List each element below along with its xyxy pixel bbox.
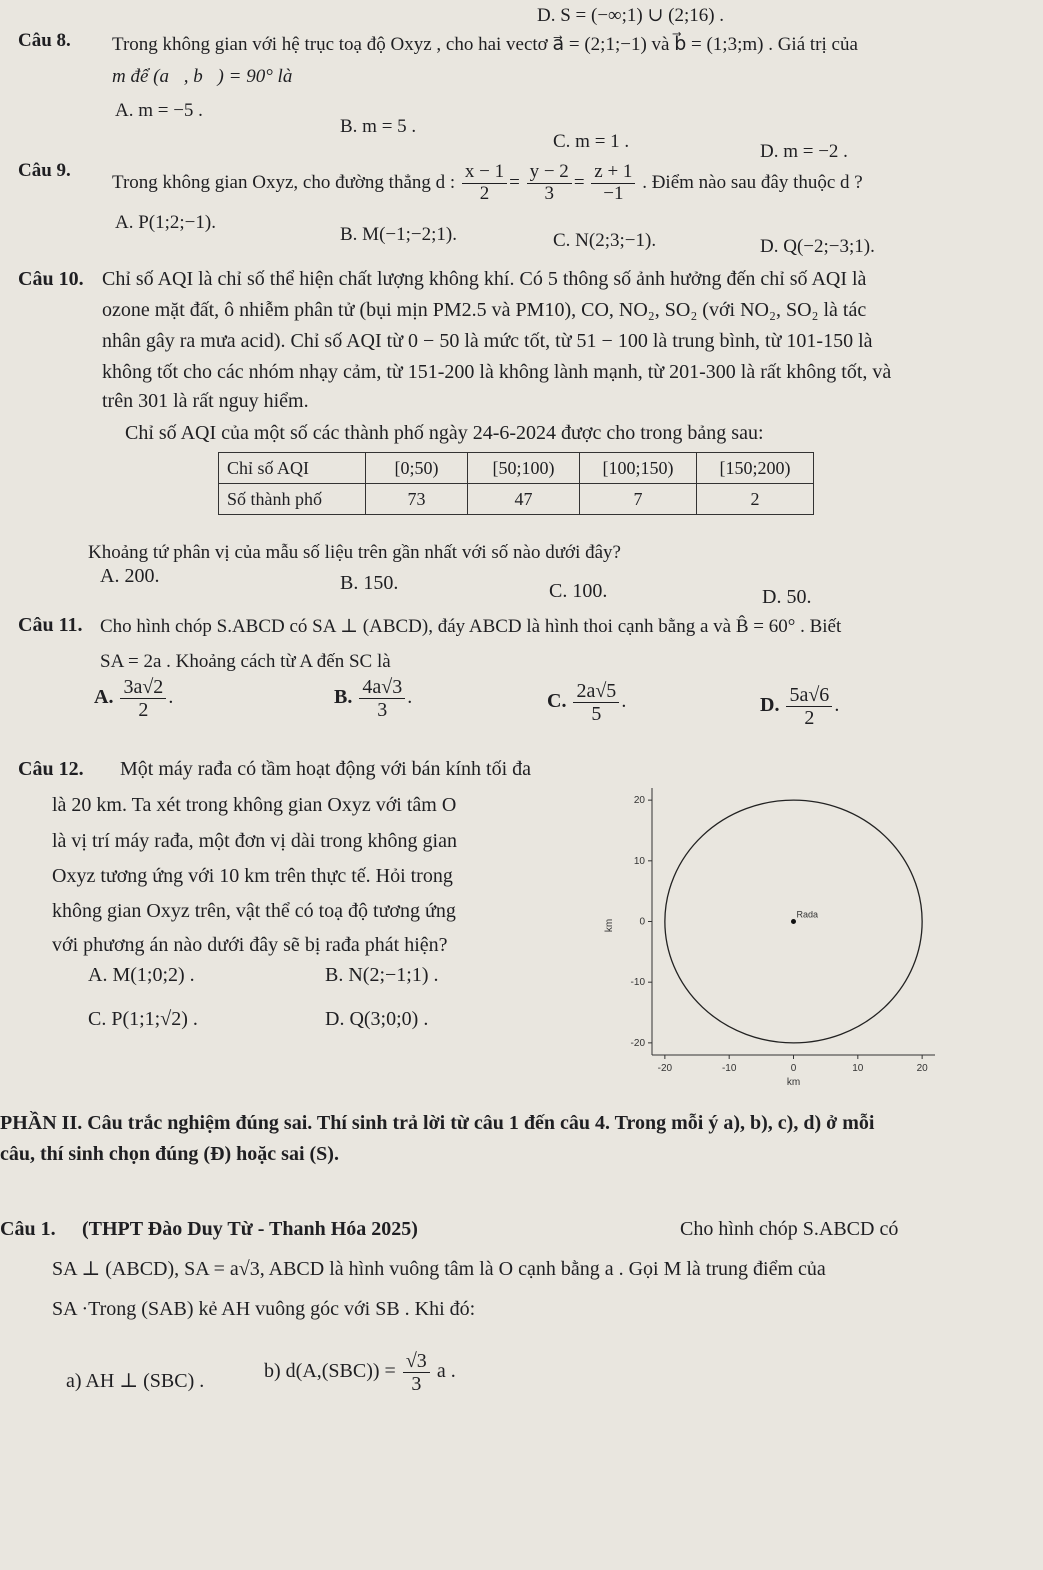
q10-line-3: nhân gây ra mưa acid). Chỉ số AQI từ 0 − 50 là mức tốt, từ 51 − 100 là trung bình, từ 101-150 là	[102, 330, 873, 352]
q10-option-a[interactable]: A. 200.	[100, 565, 160, 587]
q11-option-a[interactable]: A. $\frac{3a√2}{2}$ .	[94, 676, 174, 721]
q9-option-a[interactable]: A. P(1;2;−1).	[115, 212, 216, 233]
aqi-table-row-count	[219, 484, 814, 515]
q10-option-b[interactable]: B. 150.	[340, 572, 399, 594]
q10-line-4: không tốt cho các nhóm nhạy cảm, từ 151-200 là không lành mạnh, từ 201-300 là rất không tốt, và	[102, 361, 892, 383]
q9-f2-num: y − 2	[527, 162, 572, 184]
q12-option-d[interactable]: D. Q(3;0;0) .	[325, 1008, 429, 1030]
y-tick-label: 0	[639, 916, 645, 928]
q9-fraction-y	[527, 162, 572, 205]
p2-q1-source: (THPT Đào Duy Từ - Thanh Hóa 2025)	[82, 1218, 418, 1240]
q8-option-b[interactable]: B. m = 5 .	[340, 116, 417, 137]
q11-line-2: SA = 2a . Khoảng cách từ A đến SC là	[100, 651, 391, 672]
q11-option-d[interactable]: D. $\frac{5a√6}{2}$ .	[760, 684, 840, 729]
q9-fraction-z	[591, 162, 635, 205]
aqi-cell: 2	[697, 484, 814, 515]
q9-option-c[interactable]: C. N(2;3;−1).	[553, 230, 657, 251]
q11-line-1: Cho hình chóp S.ABCD có SA ⊥ (ABCD), đáy ABCD là hình thoi cạnh bằng a và B̂ = 60° . Biết	[100, 616, 842, 637]
q12-line-5: không gian Oxyz trên, vật thể có toạ độ tương ứng	[52, 900, 456, 922]
q12-line-4: Oxyz tương ứng với 10 km trên thực tế. Hỏi trong	[52, 865, 453, 887]
aqi-cell: 7	[580, 484, 697, 515]
aqi-cell: 73	[366, 484, 468, 515]
q11-d-num: 5a√6	[786, 684, 832, 707]
q8-option-a[interactable]: A. m = −5 .	[115, 100, 203, 121]
part2-heading-line-2: câu, thí sinh chọn đúng (Đ) hoặc sai (S).	[0, 1143, 339, 1165]
q11-c-num: 2a√5	[573, 680, 619, 703]
aqi-cell: [50;100)	[468, 453, 580, 484]
aqi-cell: 47	[468, 484, 580, 515]
q9-f1-den: 2	[479, 182, 490, 204]
q12-option-c[interactable]: C. P(1;1;√2) .	[88, 1008, 198, 1030]
q11-b-fraction	[359, 676, 405, 721]
aqi-cell: [100;150)	[580, 453, 697, 484]
q10-option-d[interactable]: D. 50.	[762, 586, 812, 608]
q12-label: Câu 12.	[18, 758, 84, 780]
q10-line-5: trên 301 là rất nguy hiểm.	[102, 390, 309, 412]
radar-marks	[665, 800, 922, 1043]
p2-q1-line-2: SA ⊥ (ABCD), SA = a√3, ABCD là hình vuông tâm là O cạnh bằng a . Gọi M là trung điểm của	[52, 1258, 826, 1280]
q9-stem-pre: Trong không gian Oxyz, cho đường thẳng d :	[112, 171, 456, 193]
q9-fraction-x	[462, 162, 507, 205]
p2-q1-statement-a[interactable]: a) AH ⊥ (SBC) .	[66, 1370, 205, 1392]
q11-a-num: 3a√2	[120, 676, 166, 699]
aqi-cell: [150;200)	[697, 453, 814, 484]
q8-option-c[interactable]: C. m = 1 .	[553, 131, 630, 152]
aqi-table	[218, 452, 814, 515]
x-tick-label: 0	[790, 1063, 797, 1074]
aqi-table-row-header	[219, 453, 814, 484]
part2-heading-line-1: PHẦN II. Câu trắc nghiệm đúng sai. Thí sinh trả lời từ câu 1 đến câu 4. Trong mỗi ý a), b), c), d) ở mỗi	[0, 1112, 875, 1134]
radar-point	[791, 919, 796, 924]
q8-option-d[interactable]: D. m = −2 .	[760, 141, 848, 162]
q9-f1-num: x − 1	[462, 162, 507, 184]
q9-f3-num: z + 1	[591, 162, 635, 184]
q12-line-1: Một máy rađa có tầm hoạt động với bán kính tối đa	[120, 758, 532, 780]
y-tick-label: -10	[630, 977, 645, 989]
q11-b-den: 3	[377, 699, 388, 721]
q9-stem: Trong không gian Oxyz, cho đường thẳng d : $\frac{x - 1}{2}$ = $\frac{y - 2}{3}$ = $\frac{z + 1}{-1}$ . Điểm nào sau đây thuộc d ?	[112, 161, 863, 204]
q12-line-3: là vị trí máy rađa, một đơn vị dài trong không gian	[52, 830, 457, 852]
p2-q1-line-3: SA ·Trong (SAB) kẻ AH vuông góc với SB . Khi đó:	[52, 1298, 476, 1320]
previous-answer-d: D. S = (−∞;1) ∪ (2;16) .	[537, 5, 725, 26]
q11-b-label: B.	[334, 686, 353, 709]
q9-f2-den: 3	[544, 182, 554, 204]
q10-option-c[interactable]: C. 100.	[549, 580, 608, 602]
q11-d-label: D.	[760, 694, 780, 717]
q11-c-den: 5	[591, 703, 602, 725]
q9-option-b[interactable]: B. M(−1;−2;1).	[340, 224, 457, 245]
x-tick-label: -10	[721, 1063, 737, 1074]
p2-b-pre: b) d(A,(SBC)) =	[264, 1360, 396, 1383]
q11-d-den: 2	[804, 707, 815, 729]
q11-option-c[interactable]: C. $\frac{2a√5}{5}$ .	[547, 680, 627, 725]
q11-label: Câu 11.	[18, 614, 83, 636]
p2-q1-statement-b[interactable]	[264, 1350, 456, 1395]
y-tick-label: 20	[633, 795, 645, 807]
q9-stem-post: . Điểm nào sau đây thuộc d ?	[642, 171, 863, 193]
q12-option-b[interactable]: B. N(2;−1;1) .	[325, 964, 439, 986]
y-axis-title: km	[604, 918, 615, 933]
q10-line-6: Chỉ số AQI của một số các thành phố ngày 24-6-2024 được cho trong bảng sau:	[125, 422, 764, 444]
q8-label: Câu 8.	[18, 30, 71, 51]
q11-a-label: A.	[94, 686, 114, 709]
q9-f3-den: −1	[603, 182, 624, 204]
q9-label: Câu 9.	[18, 160, 71, 181]
aqi-cell: Chỉ số AQI	[219, 453, 366, 484]
radar-point-label: Rada	[796, 909, 819, 920]
aqi-cell: [0;50)	[366, 453, 468, 484]
q8-stem-line2: m để (a⃗, b⃗) = 90° là	[112, 66, 293, 87]
y-tick-label: 10	[633, 855, 645, 867]
x-tick-label: -20	[657, 1063, 673, 1074]
q12-line-2: là 20 km. Ta xét trong không gian Oxyz với tâm O	[52, 794, 457, 816]
p2-q1-label: Câu 1.	[0, 1218, 56, 1240]
q10-label: Câu 10.	[18, 268, 84, 290]
x-tick-label: 10	[852, 1063, 864, 1074]
q11-option-b[interactable]: B. $\frac{4a√3}{3}$ .	[334, 676, 413, 721]
q11-b-num: 4a√3	[359, 676, 405, 699]
x-tick-label: 20	[916, 1063, 928, 1074]
q9-option-d[interactable]: D. Q(−2;−3;1).	[760, 236, 875, 257]
q11-d-fraction	[786, 684, 832, 729]
q11-a-den: 2	[138, 699, 149, 721]
p2-b-fraction	[403, 1350, 430, 1395]
q11-a-fraction	[120, 676, 166, 721]
q10-line-2: ozone mặt đất, ô nhiễm phân tử (bụi mịn PM2.5 và PM10), CO, NO₂, SO₂ (với NO₂, SO₂ là tác	[102, 299, 867, 321]
aqi-cell: Số thành phố	[219, 484, 366, 515]
q11-c-fraction	[573, 680, 619, 725]
q8-stem-line1: Trong không gian với hệ trục toạ độ Oxyz , cho hai vectơ a⃗ = (2;1;−1) và b⃗ = (1;3;m) . Giá trị của	[112, 34, 858, 55]
radar-axes	[604, 788, 935, 1088]
p2-q1-line-1-tail: Cho hình chóp S.ABCD có	[680, 1218, 899, 1240]
p2-b-den: 3	[411, 1373, 422, 1395]
x-axis-title: km	[786, 1077, 801, 1088]
q12-line-6: với phương án nào dưới đây sẽ bị rađa phát hiện?	[52, 934, 448, 956]
p2-b-post: a .	[436, 1360, 456, 1383]
q12-option-a[interactable]: A. M(1;0;2) .	[88, 964, 195, 986]
radar-chart	[600, 780, 945, 1090]
y-tick-label: -20	[630, 1037, 645, 1049]
q11-c-label: C.	[547, 690, 567, 713]
q10-line-1: Chỉ số AQI là chỉ số thể hiện chất lượng không khí. Có 5 thông số ảnh hưởng đến chỉ số AQI là	[102, 268, 867, 290]
p2-b-num: √3	[403, 1350, 430, 1373]
q10-question: Khoảng tứ phân vị của mẫu số liệu trên gần nhất với số nào dưới đây?	[88, 542, 621, 563]
